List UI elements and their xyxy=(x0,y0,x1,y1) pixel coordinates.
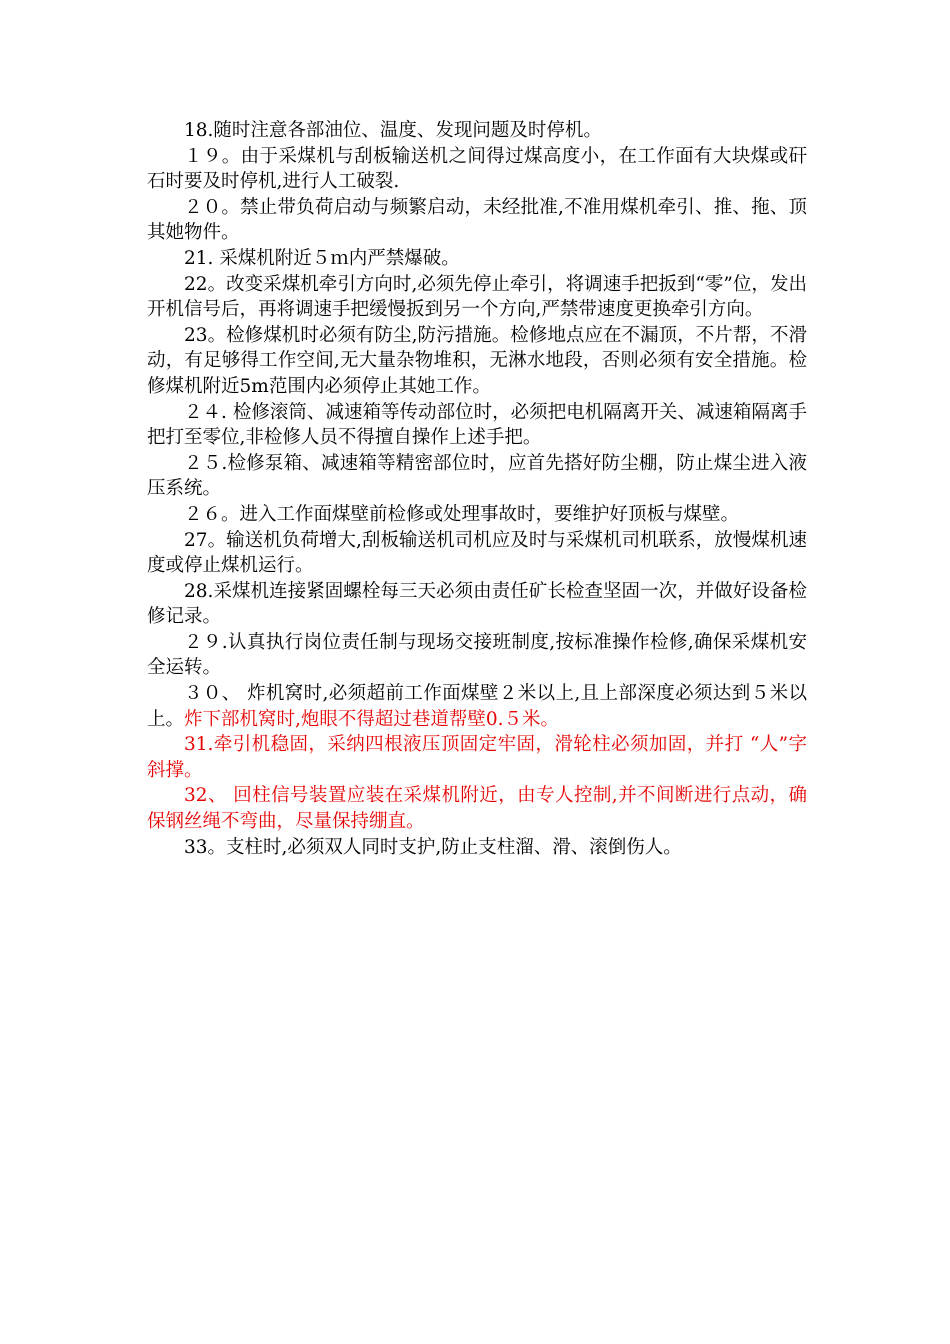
paragraph-22 xyxy=(147,272,807,323)
paragraph-19 xyxy=(147,144,807,195)
paragraph-text: １９。由于采煤机与刮板输送机之间得过煤高度小，在工作面有大块煤或矸石时要及时停机,进行人工破裂. xyxy=(147,145,807,193)
paragraph-text: 18.随时注意各部油位、温度、发现问题及时停机。 xyxy=(184,120,602,141)
paragraph-18 xyxy=(147,118,807,144)
paragraph-20 xyxy=(147,195,807,246)
paragraph-32 xyxy=(147,783,807,834)
paragraph-29 xyxy=(147,630,807,681)
paragraph-text: ２９.认真执行岗位责任制与现场交接班制度,按标准操作检修,确保采煤机安全运转。 xyxy=(147,631,807,679)
paragraph-text: 21. 采煤机附近５ｍ内严禁爆破。 xyxy=(184,247,460,269)
paragraph-text: ２５.检修泵箱、减速箱等精密部位时，应首先搭好防尘棚，防止煤尘进入液压系统。 xyxy=(147,452,807,500)
paragraph-23 xyxy=(147,323,807,400)
paragraph-text: 27。输送机负荷增大,刮板输送机司机应及时与采煤机司机联系，放慢煤机速度或停止煤机运行。 xyxy=(147,529,807,577)
paragraph-text: 28.采煤机连接紧固螺栓每三天必须由责任矿长检查坚固一次，并做好设备检修记录。 xyxy=(147,580,807,628)
paragraph-24 xyxy=(147,400,807,451)
highlighted-text: 炸下部机窝时,炮眼不得超过巷道帮壁0.５米。 xyxy=(184,708,560,730)
highlighted-text: 31.牵引机稳固，采纳四根液压顶固定牢固，滑轮柱必须加固，并打 “人”字斜撑。 xyxy=(147,734,807,781)
paragraph-text: 23。检修煤机时必须有防尘,防污措施。检修地点应在不漏顶，不片帮，不滑动，有足够得工作空间,无大量杂物堆积，无淋水地段，否则必须有安全措施。检修煤机附近5m范围内必须停止其她工作。 xyxy=(147,324,807,397)
paragraph-text: ２６。进入工作面煤壁前检修或处理事故时，要维护好顶板与煤壁。 xyxy=(184,503,740,525)
paragraph-27 xyxy=(147,528,807,579)
paragraph-text: 33。支柱时,必须双人同时支护,防止支柱溜、滑、滚倒伤人。 xyxy=(184,836,682,858)
paragraph-25 xyxy=(147,451,807,502)
paragraph-text: ２０。禁止带负荷启动与频繁启动，未经批准,不准用煤机牵引、推、拖、顶其她物件。 xyxy=(147,196,807,244)
document-body xyxy=(147,118,807,860)
highlighted-text: 32、 回柱信号装置应装在采煤机附近，由专人控制,并不间断进行点动，确保钢丝绳不弯曲，尽量保持绷直。 xyxy=(147,785,807,833)
paragraph-26 xyxy=(147,502,807,528)
paragraph-21 xyxy=(147,246,807,272)
paragraph-text: ２４. 检修滚筒、减速箱等传动部位时，必须把电机隔离开关、减速箱隔离手把打至零位,非检修人员不得擅自操作上述手把。 xyxy=(147,401,807,449)
paragraph-33 xyxy=(147,835,807,861)
paragraph-text: 22。改变采煤机牵引方向时,必须先停止牵引，将调速手把扳到“零”位，发出开机信号后，再将调速手把缓慢扳到另一个方向,严禁带速度更换牵引方向。 xyxy=(147,273,807,321)
paragraph-30 xyxy=(147,681,807,732)
paragraph-31 xyxy=(147,732,807,783)
paragraph-text: ３０、 炸机窝时,必须超前工作面煤壁２米以上,且上部深度必须达到５米以上。 xyxy=(147,683,807,730)
paragraph-28 xyxy=(147,579,807,630)
